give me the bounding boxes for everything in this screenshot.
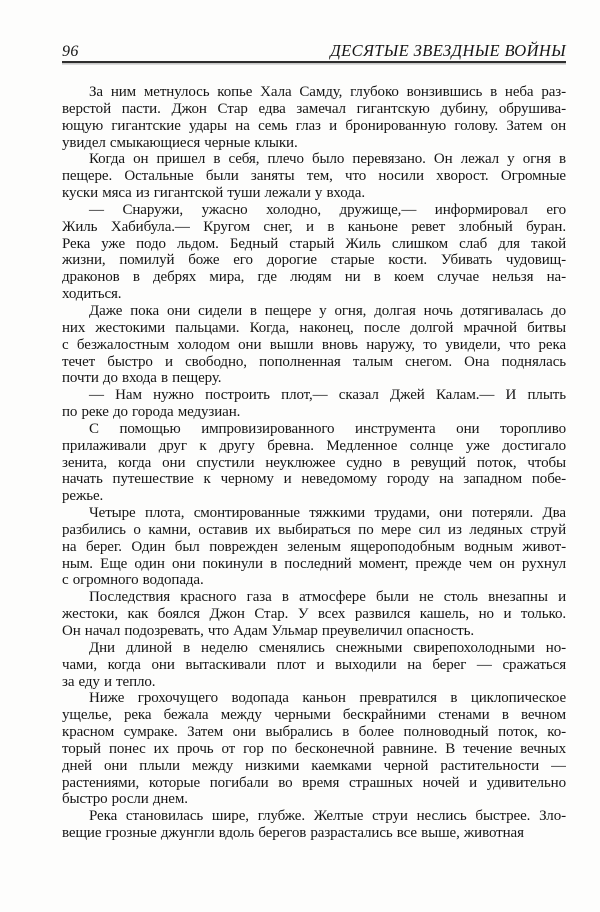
text-line: пещере. Остальные были заняты тем, что носили хворост. Огромные <box>62 168 566 185</box>
paragraph <box>62 303 566 387</box>
text-line: — Нам нужно построить плот,— сказал Джей Калам.— И плыть <box>89 387 566 404</box>
paragraph <box>62 808 566 842</box>
text-line: драконов в дебрях мира, где людям ни в коем случае нельзя на- <box>62 269 566 286</box>
paragraph <box>62 421 566 505</box>
text-line: верстой пасти. Джон Стар едва замечал гигантскую дубину, обрушива- <box>62 100 566 117</box>
text-line: зенита, когда они спустили неуклюжее судно в ревущий поток, чтобы <box>62 454 566 471</box>
text-line: разбились о камни, оставив их выбираться по мере сил из ледяных струй <box>62 521 566 538</box>
text-line: красном сумраке. Затем они выбрались в более полноводный поток, ко- <box>62 724 566 741</box>
text-line: на берег. Один был поврежден зеленым ящероподобным водным живот- <box>62 538 566 555</box>
text-line: Даже пока они сидели в пещере у огня, долгая ночь дотягивалась до <box>89 302 566 319</box>
text-line: чами, когда они вытаскивали плот и выходили на берег — сражаться <box>62 656 566 673</box>
paragraph <box>62 387 566 421</box>
text-line: жестоки, как боялся Джон Стар. У всех развился кашель, но и только. <box>62 606 566 623</box>
text-line: куски мяса из гигантской туши лежали у входа. <box>62 185 365 202</box>
running-title: ДЕСЯТЫЕ ЗВЕЗДНЫЕ ВОЙНЫ <box>330 41 566 60</box>
text-line: дней они плыли между низкими каемками черной растительности — <box>62 757 566 774</box>
text-line: торый понес их прочь от гор по бесконечной равнине. В течение вечных <box>62 740 566 757</box>
text-line: С помощью импровизированного инструмента они торопливо <box>89 420 566 437</box>
text-line: режье. <box>62 488 104 505</box>
text-line: ным. Еще один они покинули в последний момент, прежде чем он рухнул <box>62 555 566 572</box>
paragraph <box>62 202 566 303</box>
text-line: — Снаружи, ужасно холодно, дружище,— информировал его <box>89 201 566 218</box>
text-line: Он начал подозревать, что Адам Ульмар преувеличил опасность. <box>62 623 475 639</box>
paragraph <box>62 589 566 640</box>
header-rule <box>62 61 566 63</box>
text-line: течет быстро и свободно, пополненная талым снегом. Она поднялась <box>62 353 566 370</box>
paragraph <box>62 505 566 589</box>
text-line: почти до входа в пещеру. <box>62 370 222 387</box>
text-line: Дни длиной в неделю сменялись снежными свирепохолодными но- <box>89 639 566 656</box>
page-body <box>62 84 566 842</box>
text-line: Четыре плота, смонтированные тяжкими трудами, они потеряли. Два <box>89 505 566 522</box>
text-line: За ним метнулось копье Хала Самду, глубоко вонзившись в неба раз- <box>89 84 566 100</box>
text-line: растениями, которые погибали во время страшных ночей и удивительно <box>62 774 566 791</box>
text-line: Ниже грохочущего водопада каньон превратился в циклопическое <box>89 690 566 707</box>
paragraph <box>62 640 566 691</box>
text-line: за еду и тепло. <box>62 673 156 690</box>
text-line: Река становилась шире, глубже. Желтые струи неслись быстрее. Зло- <box>89 808 566 825</box>
text-line: вещие грозные джунгли вдоль берегов разрастались все выше, животная <box>62 825 524 842</box>
text-line: Когда он пришел в себя, плечо было перевязано. Он лежал у огня в <box>89 151 566 168</box>
paragraph <box>62 84 566 151</box>
text-line: ющую гигантские удары на семь глаз и бронированную голову. Затем он <box>62 117 566 134</box>
running-header <box>62 41 566 61</box>
page-number: 96 <box>62 43 79 60</box>
text-line: увидел смыкающиеся черные клыки. <box>62 134 298 151</box>
text-line: ущелье, река бежала между черными бескрайними стенами в вечном <box>62 707 566 724</box>
text-line: начать путешествие к черному и неведомому городу на западном побе- <box>62 471 566 488</box>
text-line: прилаживали друг к другу бревна. Медленное солнце уже достигало <box>62 437 566 454</box>
text-line: них жестокими пальцами. Когда, наконец, после долгой мрачной битвы <box>62 319 566 336</box>
text-line: ходиться. <box>62 286 122 303</box>
paragraph <box>62 151 566 202</box>
text-line: жизни, помилуй боже его дорогие старые кости. Убивать чудовищ- <box>62 252 566 269</box>
text-line: быстро росли днем. <box>62 791 188 808</box>
text-line: по реке до города медузиан. <box>62 404 241 421</box>
text-line: Река уже подо льдом. Бедный старый Жиль слишком слаб для такой <box>62 235 566 252</box>
text-line: Последствия красного газа в атмосфере были не столь внезапны и <box>89 589 566 606</box>
text-line: с безжалостным холодом они вышли вновь наружу, то увидели, что река <box>62 336 566 353</box>
paragraph <box>62 690 566 808</box>
text-line: Жиль Хабибула.— Кругом снег, и в каньоне ревет злобный буран. <box>62 218 566 235</box>
text-line: с огромного водопада. <box>62 572 204 589</box>
